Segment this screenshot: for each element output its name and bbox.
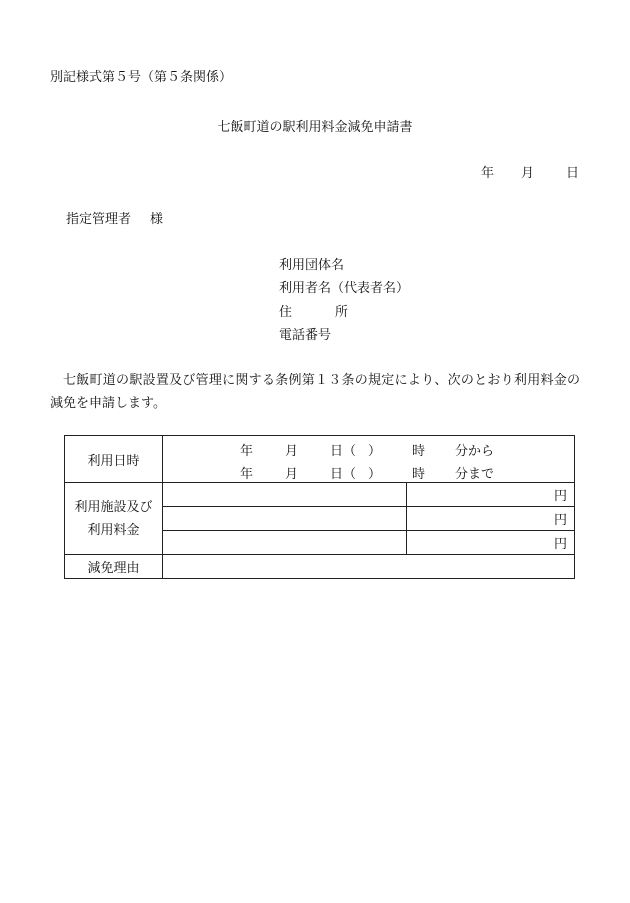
to-day-label: 日（: [330, 467, 357, 482]
facility-fee-field-2[interactable]: 円: [407, 507, 575, 531]
form-number: 別記様式第５号（第５条関係）: [50, 70, 233, 85]
addressee-suffix: 様: [150, 212, 164, 227]
facility-fee-field-3[interactable]: 円: [407, 531, 575, 555]
date-month-label: 月: [521, 166, 535, 181]
from-minute-label: 分から: [455, 444, 495, 459]
from-year-label: 年: [240, 444, 254, 459]
request-body-text: 七飯町道の駅設置及び管理に関する条例第１３条の規定により、次のとおり利用料金の減免を申請します。: [50, 373, 580, 411]
facility-label-line-1: 利用施設及び: [74, 499, 153, 515]
applicant-group-label: 利用団体名: [279, 258, 345, 273]
facility-name-field-2[interactable]: [163, 507, 407, 531]
applicant-address-label-second: 所: [335, 305, 349, 320]
usage-datetime-row: [65, 436, 575, 483]
to-year-label: 年: [240, 467, 254, 482]
reason-label: 減免理由: [65, 555, 163, 579]
request-table: [64, 435, 575, 579]
applicant-user-label: 利用者名（代表者名）: [279, 281, 410, 296]
datetime-to-line: [163, 459, 574, 482]
from-hour-label: 時: [412, 444, 426, 459]
document-title: 七飯町道の駅利用料金減免申請書: [217, 120, 413, 135]
facility-name-field-3[interactable]: [163, 531, 407, 555]
facility-name-field-1[interactable]: [163, 483, 407, 507]
from-month-label: 月: [285, 444, 299, 459]
reason-field[interactable]: [163, 555, 575, 579]
facility-fee-field-1[interactable]: 円: [407, 483, 575, 507]
from-day-label: 日（: [330, 444, 357, 459]
facility-fee-label: [65, 483, 163, 555]
applicant-phone-label: 電話番号: [279, 328, 332, 343]
datetime-from-line: [163, 436, 574, 459]
facility-label-line-2: 利用料金: [87, 522, 140, 538]
date-year-label: 年: [481, 166, 495, 181]
usage-datetime-cell: [163, 436, 575, 483]
to-minute-label: 分まで: [455, 467, 495, 482]
facility-row-1: [65, 483, 575, 507]
usage-datetime-label: 利用日時: [65, 436, 163, 483]
addressee-name: 指定管理者: [66, 212, 132, 227]
to-weekday-close: ）: [368, 467, 382, 482]
date-day-label: 日: [566, 166, 580, 181]
to-month-label: 月: [285, 467, 299, 482]
from-weekday-close: ）: [368, 444, 382, 459]
to-hour-label: 時: [412, 467, 426, 482]
applicant-address-label-first: 住: [279, 305, 293, 320]
reason-row: [65, 555, 575, 579]
